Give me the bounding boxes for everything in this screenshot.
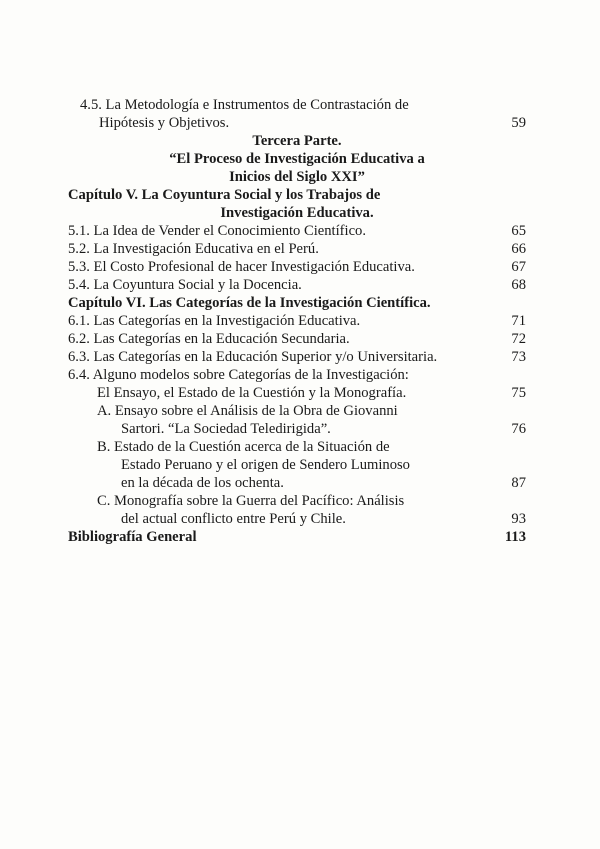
toc-entry-text: 6.2. Las Categorías en la Educación Secundaria. — [68, 331, 350, 347]
toc-line — [68, 366, 526, 384]
toc-page-number: 67 — [511, 259, 526, 275]
toc-entry-text: B. Estado de la Cuestión acerca de la Situación de — [97, 439, 390, 455]
toc-entry-text: Capítulo VI. Las Categorías de la Investigación Científica. — [68, 295, 431, 311]
toc-page-number: 71 — [511, 313, 526, 329]
toc-entry-text: Sartori. “La Sociedad Teledirigida”. — [121, 421, 331, 437]
toc-line — [68, 150, 526, 168]
toc-page-number: 75 — [511, 385, 526, 401]
toc-line — [68, 348, 526, 366]
toc-line — [68, 312, 526, 330]
toc-page-number: 76 — [511, 421, 526, 437]
toc-entry-text: 6.4. Alguno modelos sobre Categorías de la Investigación: — [68, 367, 409, 383]
toc-line — [68, 204, 526, 222]
toc-page-number: 68 — [511, 277, 526, 293]
toc-entry-text: 6.3. Las Categorías en la Educación Superior y/o Universitaria. — [68, 349, 438, 365]
toc-entry-text: 5.3. El Costo Profesional de hacer Investigación Educativa. — [68, 259, 415, 275]
toc-page-number: 66 — [511, 241, 526, 257]
toc-line — [68, 330, 526, 348]
toc-line — [68, 438, 526, 456]
toc-line — [68, 528, 526, 546]
toc-entry-text: Bibliografía General — [68, 529, 197, 545]
toc-line — [68, 474, 526, 492]
toc-entry-text: Capítulo V. La Coyuntura Social y los Trabajos de — [68, 187, 381, 203]
toc-line — [68, 402, 526, 420]
toc-page-number: 113 — [504, 529, 526, 545]
toc-line — [68, 492, 526, 510]
toc-entry-text: Estado Peruano y el origen de Sendero Luminoso — [121, 457, 410, 473]
toc-line — [68, 294, 526, 312]
toc-line — [68, 384, 526, 402]
toc-entry-text: Inicios del Siglo XXI” — [229, 169, 365, 185]
toc-line — [68, 510, 526, 528]
toc-page-number: 65 — [511, 223, 526, 239]
toc-page-number: 87 — [511, 475, 526, 491]
toc-line — [68, 168, 526, 186]
toc-line — [68, 240, 526, 258]
toc-entry-text: A. Ensayo sobre el Análisis de la Obra de Giovanni — [97, 403, 398, 419]
toc-line — [68, 132, 526, 150]
toc-line — [68, 222, 526, 240]
toc-page-number: 59 — [511, 115, 526, 131]
toc-entry-text: en la década de los ochenta. — [121, 475, 284, 491]
toc-page-number: 93 — [511, 511, 526, 527]
toc-line — [68, 420, 526, 438]
toc-line — [68, 114, 526, 132]
table-of-contents — [68, 96, 526, 546]
toc-entry-text: El Ensayo, el Estado de la Cuestión y la Monografía. — [97, 385, 407, 401]
toc-page-number: 73 — [511, 349, 526, 365]
toc-entry-text: “El Proceso de Investigación Educativa a — [169, 151, 425, 167]
toc-entry-text: Investigación Educativa. — [220, 205, 374, 221]
toc-line — [68, 96, 526, 114]
toc-entry-text: 5.2. La Investigación Educativa en el Perú. — [68, 241, 319, 257]
toc-line — [68, 258, 526, 276]
toc-entry-text: 5.1. La Idea de Vender el Conocimiento Científico. — [68, 223, 367, 239]
toc-entry-text: 5.4. La Coyuntura Social y la Docencia. — [68, 277, 302, 293]
toc-page-number: 72 — [511, 331, 526, 347]
toc-entry-text: Tercera Parte. — [252, 133, 342, 149]
toc-line — [68, 276, 526, 294]
toc-entry-text: del actual conflicto entre Perú y Chile. — [121, 511, 346, 527]
toc-entry-text: C. Monografía sobre la Guerra del Pacífico: Análisis — [97, 493, 405, 509]
toc-entry-text: 4.5. La Metodología e Instrumentos de Contrastación de — [80, 97, 409, 113]
toc-line — [68, 186, 526, 204]
toc-entry-text: Hipótesis y Objetivos. — [99, 115, 230, 131]
toc-entry-text: 6.1. Las Categorías en la Investigación Educativa. — [68, 313, 361, 329]
toc-line — [68, 456, 526, 474]
